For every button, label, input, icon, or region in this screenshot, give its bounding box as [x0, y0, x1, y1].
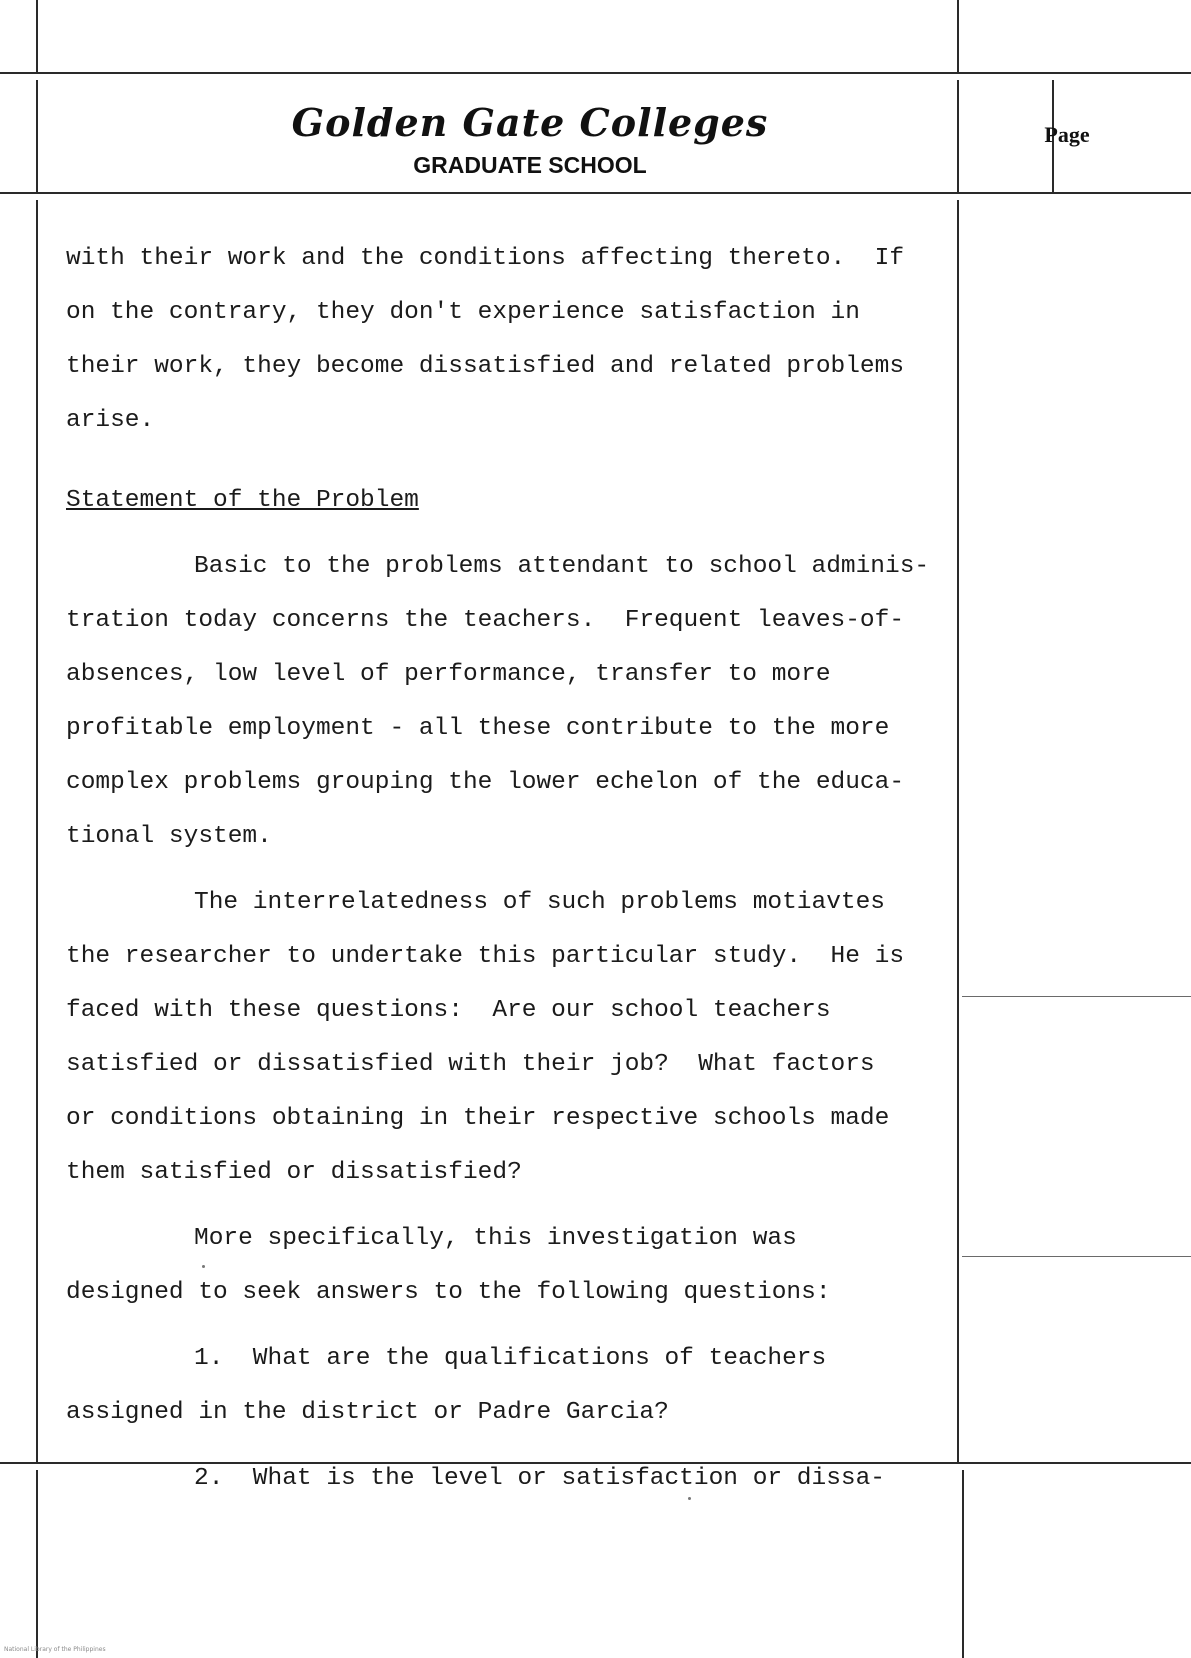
text-line: or conditions obtaining in their respective schools made: [66, 1105, 890, 1132]
text-line: arise.: [66, 407, 155, 434]
text-line: assigned in the district or Padre Garcia?: [66, 1399, 669, 1426]
text-line: tional system.: [66, 823, 272, 850]
scan-speck: [688, 1497, 691, 1500]
frame-line: [36, 0, 38, 72]
text-line: on the contrary, they don't experience satisfaction in: [66, 299, 860, 326]
institution-name: Golden Gate Colleges: [291, 100, 769, 145]
text-line: with their work and the conditions affecting thereto. If: [66, 245, 905, 272]
text-line: satisfied or dissatisfied with their job? What factors: [66, 1051, 875, 1078]
frame-line: [36, 80, 38, 192]
page-label: Page: [1044, 122, 1090, 147]
text-line: designed to seek answers to the following questions:: [66, 1279, 831, 1306]
text-line: their work, they become dissatisfied and related problems: [66, 353, 905, 380]
text-line: 1. What are the qualifications of teachers: [194, 1345, 827, 1372]
frame-line: [36, 200, 38, 1462]
school-name: GRADUATE SCHOOL: [413, 152, 647, 178]
section-heading: Statement of the Problem: [66, 487, 419, 514]
text-line: More specifically, this investigation was: [194, 1225, 797, 1252]
text-line: profitable employment - all these contribute to the more: [66, 715, 890, 742]
scan-speck: [202, 1265, 205, 1268]
frame-line: [0, 72, 1191, 74]
text-line: them satisfied or dissatisfied?: [66, 1159, 522, 1186]
text-line: faced with these questions: Are our school teachers: [66, 997, 831, 1024]
frame-line: [957, 0, 959, 72]
document-body: [66, 232, 1026, 1506]
archive-footer-note: National Library of the Philippines: [4, 1646, 106, 1653]
frame-line: [957, 80, 959, 192]
text-line: Basic to the problems attendant to school adminis-: [194, 553, 930, 580]
frame-line: [0, 192, 1191, 194]
text-line: the researcher to undertake this particular study. He is: [66, 943, 905, 970]
frame-line: [36, 1470, 38, 1658]
text-line: absences, low level of performance, transfer to more: [66, 661, 831, 688]
text-line: 2. What is the level or satisfaction or dissa-: [194, 1465, 886, 1492]
text-line: tration today concerns the teachers. Frequent leaves-of-: [66, 607, 905, 634]
text-line: complex problems grouping the lower echelon of the educa-: [66, 769, 905, 796]
text-line: The interrelatedness of such problems motiavtes: [194, 889, 886, 916]
